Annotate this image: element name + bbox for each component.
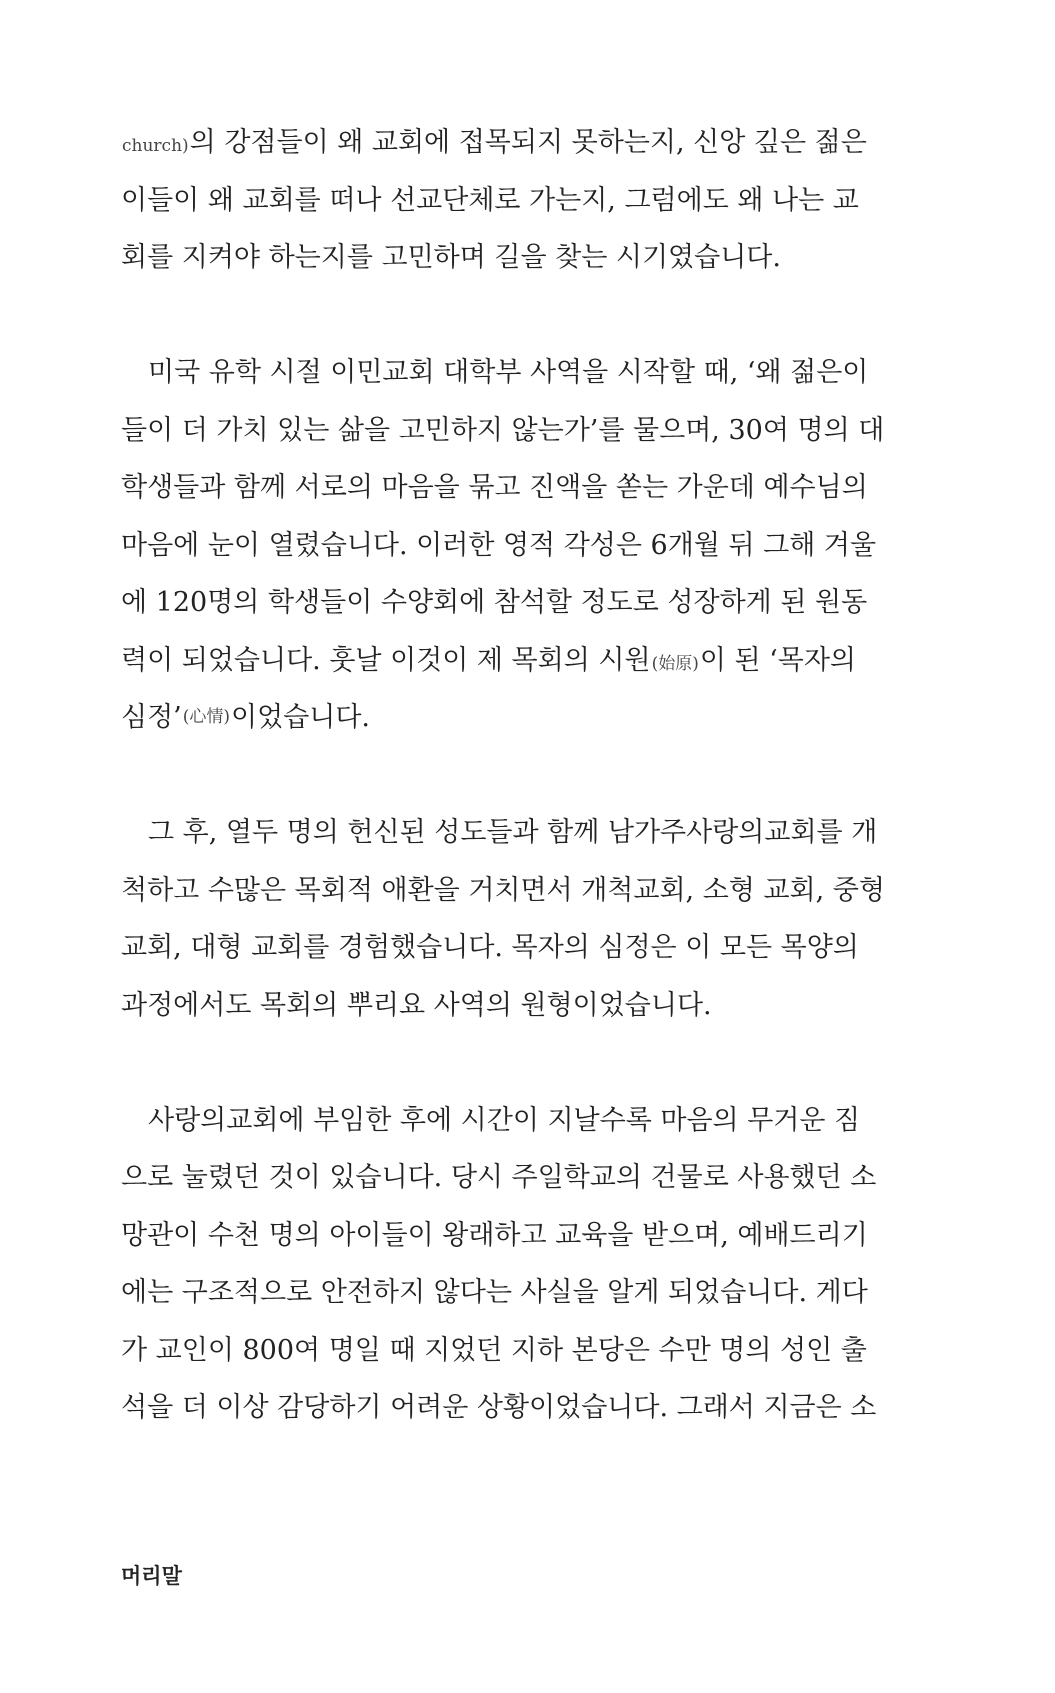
text-line: 회를 지켜야 하는지를 고민하며 길을 찾는 시기였습니다. bbox=[121, 242, 781, 273]
paragraph-gap bbox=[121, 747, 874, 805]
text-line: 가 교인이 800여 명일 때 지었던 지하 본당은 수만 명의 성인 출 bbox=[121, 1334, 867, 1366]
text-line bbox=[121, 114, 874, 172]
page-body bbox=[121, 114, 885, 1437]
hanja-annotation: (心情) bbox=[182, 707, 231, 727]
text-run bbox=[121, 114, 867, 172]
text-line: 이들이 왜 교회를 떠나 선교단체로 가는지, 그럼에도 왜 나는 교 bbox=[121, 184, 859, 216]
text-line: 으로 눌렸던 것이 있습니다. 당시 주일학교의 건물로 사용했던 소 bbox=[121, 1162, 877, 1193]
text-line: 에 120명의 학생들이 수양회에 참석할 정도로 성장하게 된 원동 bbox=[121, 587, 868, 618]
text-fragment: 심정’ bbox=[121, 702, 182, 733]
text-fragment: 이었습니다. bbox=[231, 702, 371, 733]
text-line: 들이 더 가치 있는 삶을 고민하지 않는가’를 물으며, 30여 명의 대 bbox=[121, 414, 885, 446]
paragraph-gap bbox=[121, 1034, 874, 1092]
paragraph-3 bbox=[121, 804, 885, 1034]
text-line bbox=[121, 632, 874, 690]
text-fragment: 력이 되었습니다. 훗날 이것이 제 목회의 시원 bbox=[121, 644, 651, 676]
paragraph-2 bbox=[121, 344, 885, 747]
text-line: 망관이 수천 명의 아이들이 왕래하고 교육을 받으며, 예배드리기 bbox=[121, 1219, 868, 1251]
paragraph-1 bbox=[121, 114, 874, 287]
text-line: 학생들과 함께 서로의 마음을 묶고 진액을 쏟는 가운데 예수님의 bbox=[121, 472, 868, 503]
text-line: 마음에 눈이 열렸습니다. 이러한 영적 각성은 6개월 뒤 그해 겨울 bbox=[121, 529, 877, 561]
paragraph-gap bbox=[121, 287, 874, 345]
paragraph-4 bbox=[121, 1092, 877, 1437]
running-footer-section-title: 머리말 bbox=[121, 1564, 182, 1588]
text-line: 과정에서도 목회의 뿌리요 사역의 원형이었습니다. bbox=[121, 989, 712, 1021]
text-line: 그 후, 열두 명의 헌신된 성도들과 함께 남가주사랑의교회를 개 bbox=[148, 817, 878, 848]
text-line: 사랑의교회에 부임한 후에 시간이 지날수록 마음의 무거운 짐 bbox=[148, 1104, 861, 1136]
latin-fragment: church) bbox=[122, 136, 189, 156]
text-line: 석을 더 이상 감당하기 어려운 상황이었습니다. 그래서 지금은 소 bbox=[121, 1392, 877, 1423]
text-line: 척하고 수많은 목회적 애환을 거치면서 개척교회, 소형 교회, 중형 bbox=[121, 874, 885, 906]
text-line: 교회, 대형 교회를 경험했습니다. 목자의 심정은 이 모든 목양의 bbox=[121, 932, 859, 963]
text-run bbox=[121, 632, 856, 690]
text-line: 미국 유학 시절 이민교회 대학부 사역을 시작할 때, ‘왜 젊은이 bbox=[148, 357, 869, 388]
text-fragment: 이 된 ‘목자의 bbox=[699, 644, 856, 676]
text-line bbox=[121, 689, 874, 747]
text-fragment: 의 강점들이 왜 교회에 접목되지 못하는지, 신앙 깊은 젊은 bbox=[189, 127, 867, 158]
hanja-annotation: (始原) bbox=[651, 653, 699, 674]
text-line: 에는 구조적으로 안전하지 않다는 사실을 알게 되었습니다. 게다 bbox=[121, 1277, 868, 1308]
